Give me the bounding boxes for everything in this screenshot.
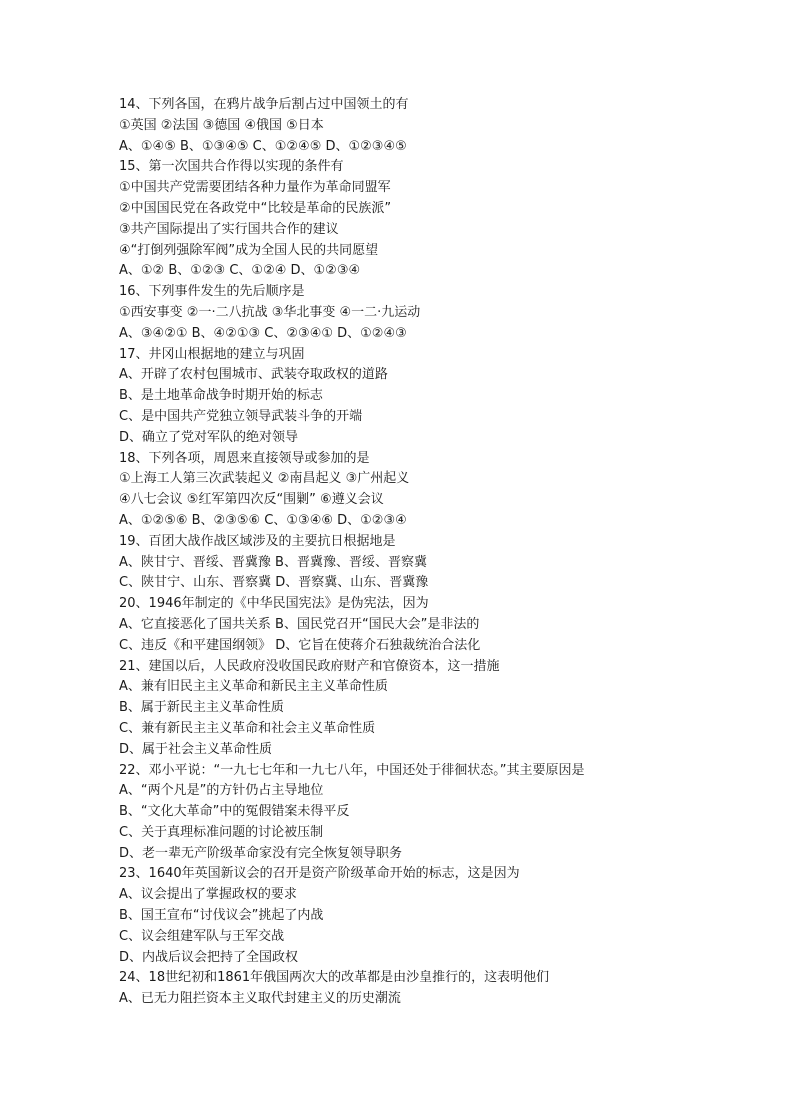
question-19-stem: 19、百团大战作战区域涉及的主要抗日根据地是 bbox=[119, 533, 396, 549]
question-14-items: ①英国 ②法国 ③德国 ④俄国 ⑤日本 bbox=[119, 117, 324, 133]
question-24-option-a: A、已无力阻拦资本主义取代封建主义的历史潮流 bbox=[119, 991, 401, 1007]
question-15-item-1: ①中国共产党需要团结各种力量作为革命同盟军 bbox=[119, 180, 391, 196]
question-17-option-d: D、确立了党对军队的绝对领导 bbox=[119, 429, 299, 445]
question-22-option-c: C、关于真理标准问题的讨论被压制 bbox=[119, 824, 324, 840]
question-16-options: A、③④②① B、④②①③ C、②③④① D、①②④③ bbox=[119, 325, 407, 341]
question-22-option-d: D、老一辈无产阶级革命家没有完全恢复领导职务 bbox=[119, 845, 403, 861]
document-body bbox=[119, 95, 779, 1010]
question-19-options-ab: A、陕甘宁、晋绥、晋冀豫 B、晋冀豫、晋绥、晋察冀 bbox=[119, 554, 427, 570]
question-21-option-c: C、兼有新民主主义革命和社会主义革命性质 bbox=[119, 720, 376, 736]
question-20-options-cd: C、违反《和平建国纲领》 D、它旨在使蒋介石独裁统治合法化 bbox=[119, 637, 481, 653]
question-22-stem: 22、邓小平说：“一九七七年和一九七八年，中国还处于徘徊状态。”其主要原因是 bbox=[119, 762, 585, 778]
question-17-stem: 17、井冈山根据地的建立与巩固 bbox=[119, 346, 305, 362]
question-15-item-3: ③共产国际提出了实行国共合作的建议 bbox=[119, 221, 339, 237]
question-18-items-2: ④八七会议 ⑤红军第四次反“围剿” ⑥遵义会议 bbox=[119, 492, 384, 508]
question-21-option-a: A、兼有旧民主主义革命和新民主主义革命性质 bbox=[119, 679, 388, 695]
question-22-option-a: A、“两个凡是”的方针仍占主导地位 bbox=[119, 783, 324, 799]
question-15-options: A、①② B、①②③ C、①②④ D、①②③④ bbox=[119, 263, 361, 279]
question-21-stem: 21、建国以后，人民政府没收国民政府财产和官僚资本，这一措施 bbox=[119, 658, 500, 674]
question-24-stem: 24、18世纪初和1861年俄国两次大的改革都是由沙皇推行的，这表明他们 bbox=[119, 970, 550, 986]
question-23-option-c: C、议会组建军队与王军交战 bbox=[119, 928, 285, 944]
question-18-options: A、①②⑤⑥ B、②③⑤⑥ C、①③④⑥ D、①②③④ bbox=[119, 512, 407, 528]
question-14-options: A、①④⑤ B、①③④⑤ C、①②④⑤ D、①②③④⑤ bbox=[119, 138, 407, 154]
question-17-option-b: B、是土地革命战争时期开始的标志 bbox=[119, 388, 323, 404]
question-23-stem: 23、1640年英国新议会的召开是资产阶级革命开始的标志，这是因为 bbox=[119, 866, 520, 882]
question-22-option-b: B、“文化大革命”中的冤假错案未得平反 bbox=[119, 804, 350, 820]
question-18-stem: 18、下列各项，周恩来直接领导或参加的是 bbox=[119, 450, 370, 466]
question-20-options-ab: A、它直接恶化了国共关系 B、国民党召开“国民大会”是非法的 bbox=[119, 616, 480, 632]
question-23-option-d: D、内战后议会把持了全国政权 bbox=[119, 949, 299, 965]
question-20-stem: 20、1946年制定的《中华民国宪法》是伪宪法，因为 bbox=[119, 596, 429, 612]
question-18-items-1: ①上海工人第三次武装起义 ②南昌起义 ③广州起义 bbox=[119, 471, 410, 487]
question-17-option-a: A、开辟了农村包围城市、武装夺取政权的道路 bbox=[119, 367, 388, 383]
question-21-option-d: D、属于社会主义革命性质 bbox=[119, 741, 273, 757]
question-17-option-c: C、是中国共产党独立领导武装斗争的开端 bbox=[119, 408, 363, 424]
question-15-stem: 15、第一次国共合作得以实现的条件有 bbox=[119, 159, 344, 175]
question-14-stem: 14、下列各国，在鸦片战争后割占过中国领土的有 bbox=[119, 97, 409, 112]
question-21-option-b: B、属于新民主主义革命性质 bbox=[119, 700, 284, 716]
question-23-option-a: A、议会提出了掌握政权的要求 bbox=[119, 887, 297, 903]
question-16-items: ①西安事变 ②一·二八抗战 ③华北事变 ④一二·九运动 bbox=[119, 304, 421, 320]
question-15-item-2: ②中国国民党在各政党中“比较是革命的民族派” bbox=[119, 200, 392, 216]
question-23-option-b: B、国王宣布“讨伐议会”挑起了内战 bbox=[119, 908, 324, 924]
question-19-options-cd: C、陕甘宁、山东、晋察冀 D、晋察冀、山东、晋冀豫 bbox=[119, 575, 429, 591]
question-16-stem: 16、下列事件发生的先后顺序是 bbox=[119, 284, 305, 300]
question-15-item-4: ④“打倒列强除军阀”成为全国人民的共同愿望 bbox=[119, 242, 379, 258]
